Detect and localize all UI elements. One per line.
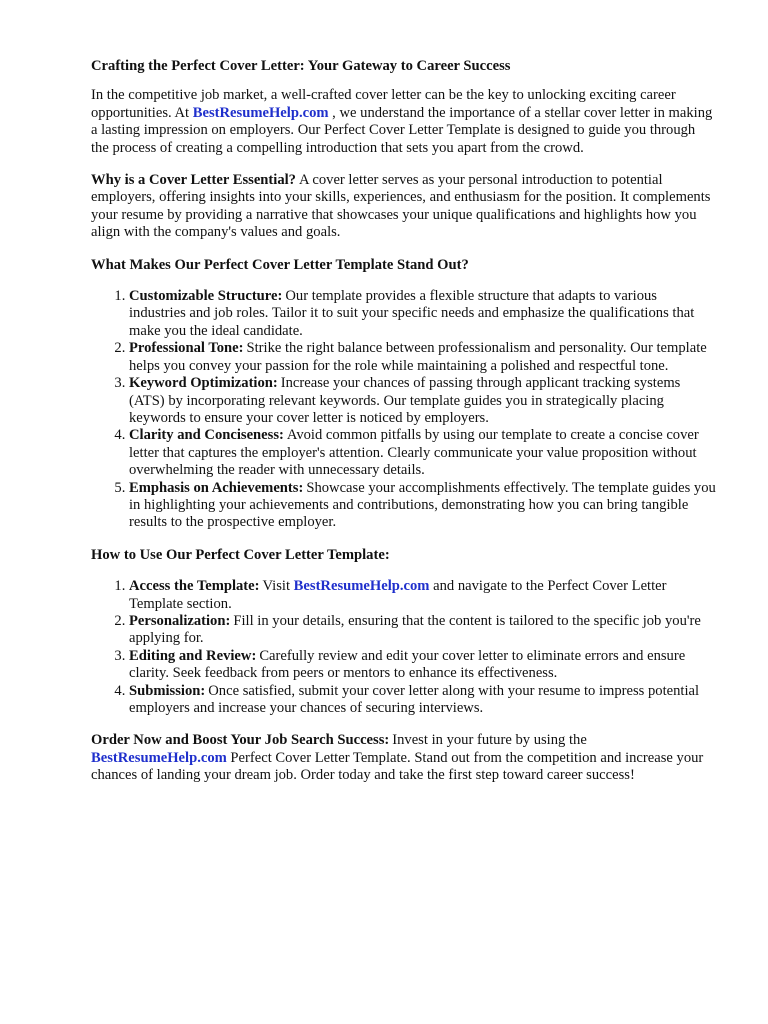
list-item-text: and navigate to the Perfect Cover Letter Template section.	[129, 578, 667, 612]
list-item-text: Our template provides a flexible structure that adapts to various industries and job roles. Tailor it to suit your specific needs and emphasize the qualifications that make you the ideal candidate.	[129, 288, 695, 339]
list-item	[129, 578, 716, 613]
list-item-text: Increase your chances of passing through applicant tracking systems (ATS) by incorporating relevant keywords. Our template guides you in strategically placing keywords to ensure your cover letter is noticed by employers.	[129, 375, 681, 426]
why-lead: Why is a Cover Letter Essential?	[91, 172, 296, 189]
bestresumehelp-link[interactable]: BestResumeHelp.com	[192, 104, 329, 121]
list-item-lead: Editing and Review:	[129, 647, 257, 664]
bestresumehelp-link[interactable]: BestResumeHelp.com	[293, 578, 430, 595]
list-item	[129, 375, 716, 427]
howto-list	[91, 578, 716, 717]
why-paragraph	[91, 172, 716, 242]
intro-paragraph	[91, 87, 716, 157]
list-item-lead: Submission:	[129, 682, 206, 699]
intro-text-2: , we understand the importance of a stellar cover letter in making a lasting impression on employers. Our Perfect Cover Letter Template is designed to guide you through the process of creating a compelling introduction that sets you apart from the crowd.	[91, 104, 713, 156]
list-item-text: Visit	[262, 578, 294, 595]
list-item	[129, 648, 716, 683]
list-item	[129, 340, 716, 375]
list-item	[129, 427, 716, 479]
list-item-lead: Emphasis on Achievements:	[129, 479, 304, 496]
list-item	[129, 480, 716, 532]
list-item	[129, 288, 716, 340]
list-item-text: Carefully review and edit your cover letter to eliminate errors and ensure clarity. Seek feedback from peers or mentors to enhance its effectiveness.	[129, 647, 686, 682]
list-item-text: Fill in your details, ensuring that the content is tailored to the specific job you're applying for.	[129, 612, 701, 647]
why-text: A cover letter serves as your personal introduction to potential employers, offering insights into your skills, experiences, and enthusiasm for the position. It complements your resume by providing a narrative that showcases your unique qualifications and highlights how you align with the company's values and goals.	[91, 172, 711, 241]
standout-list	[91, 288, 716, 532]
list-item-lead: Clarity and Conciseness:	[129, 427, 284, 444]
list-item	[129, 613, 716, 648]
list-item-lead: Professional Tone:	[129, 340, 244, 357]
list-item-text: Strike the right balance between professionalism and personality. Our template helps you convey your passion for the role while maintaining a polished and respectful tone.	[129, 340, 707, 374]
order-lead: Order Now and Boost Your Job Search Success:	[91, 732, 390, 749]
intro-text-1: In the competitive job market, a well-crafted cover letter can be the key to unlocking exciting career opportunities. At	[91, 87, 676, 121]
list-item-lead: Customizable Structure:	[129, 288, 283, 305]
list-item-text: Avoid common pitfalls by using our template to create a concise cover letter that captures the employer's attention. Clearly communicate your value proposition without overwhelming the reader with unnecessary details.	[129, 427, 699, 479]
order-text-2: Perfect Cover Letter Template. Stand out from the competition and increase your chances of landing your dream job. Order today and take the first step toward career success!	[91, 749, 704, 784]
list-item-lead: Access the Template:	[129, 578, 260, 595]
bestresumehelp-link[interactable]: BestResumeHelp.com	[91, 749, 227, 766]
document-title: Crafting the Perfect Cover Letter: Your Gateway to Career Success	[91, 58, 511, 74]
list-item-text: Once satisfied, submit your cover letter along with your resume to impress potential employers and increase your chances of securing interviews.	[129, 682, 700, 716]
order-paragraph	[91, 732, 716, 784]
order-text-1: Invest in your future by using the	[392, 732, 587, 749]
standout-heading: What Makes Our Perfect Cover Letter Template Stand Out?	[91, 256, 469, 273]
list-item-lead: Personalization:	[129, 612, 231, 629]
list-item-lead: Keyword Optimization:	[129, 375, 278, 392]
list-item-text: Showcase your accomplishments effectively. The template guides you in highlighting your achievements and contributions, demonstrating how you can bring tangible results to the prospective employer.	[129, 479, 716, 531]
list-item	[129, 683, 716, 718]
howto-heading: How to Use Our Perfect Cover Letter Template:	[91, 546, 390, 563]
document-page	[91, 58, 716, 800]
